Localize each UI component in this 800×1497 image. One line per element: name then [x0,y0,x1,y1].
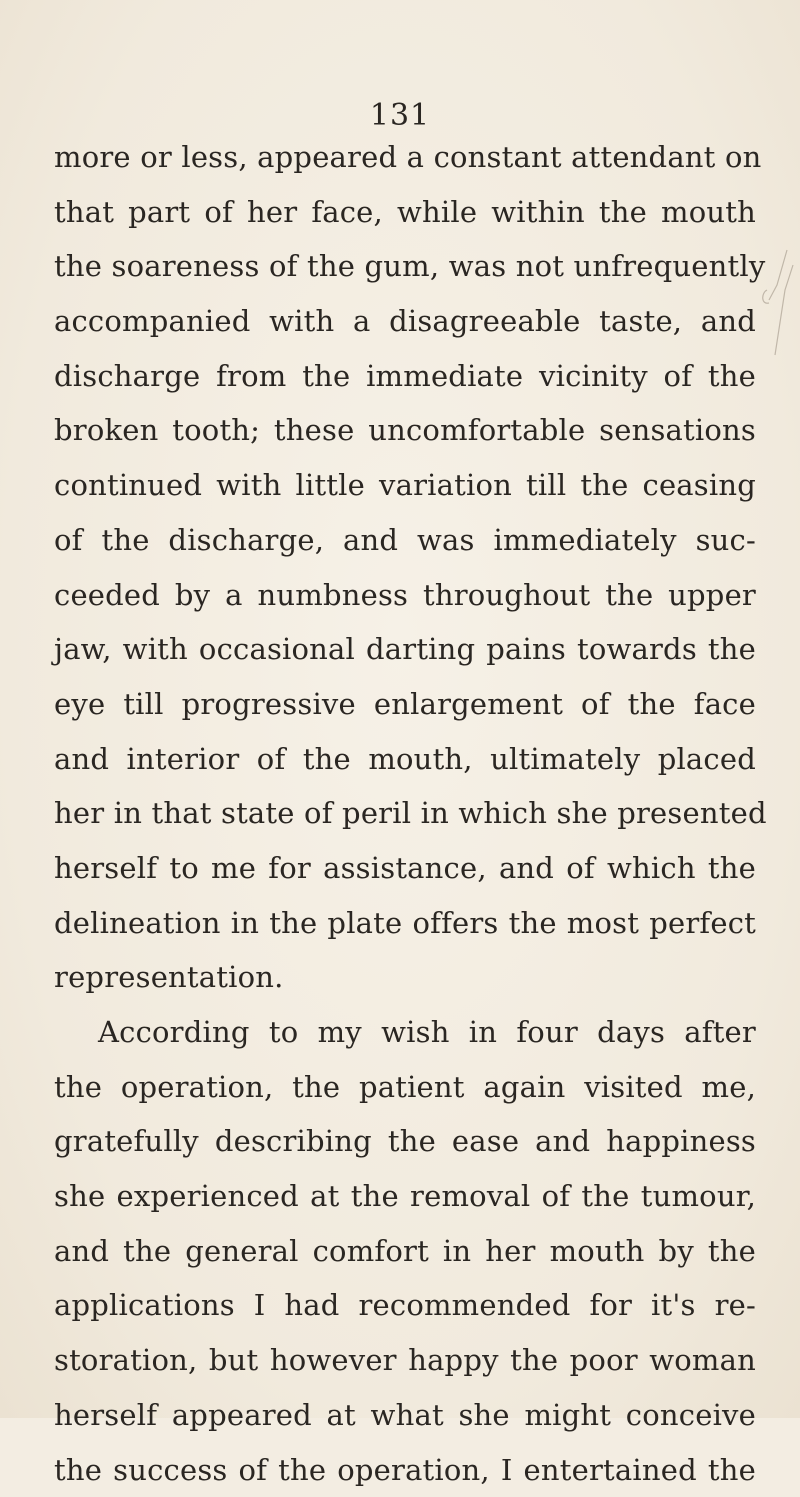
text-line: of the discharge, and was immediately suc- [54,513,756,568]
text-line: ceeded by a numbness throughout the upper [54,568,756,623]
text-line: the operation, the patient again visited me, [54,1060,756,1115]
text-line: herself to me for assistance, and of which the [54,841,756,896]
text-line: eye till progressive enlargement of the face [54,677,756,732]
text-line: discharge from the immediate vicinity of the [54,349,756,404]
text-line: that part of her face, while within the mouth [54,185,756,240]
text-line: the success of the operation, I entertained the [54,1443,756,1497]
page-number: 131 [0,98,800,133]
text-line: representation. [54,950,756,1005]
margin-pencil-mark [757,245,797,365]
text-line: her in that state of peril in which she presented [54,786,756,841]
text-line: gratefully describing the ease and happiness [54,1114,756,1169]
text-line: continued with little variation till the ceasing [54,458,756,513]
text-line: and interior of the mouth, ultimately placed [54,732,756,787]
text-line: and the general comfort in her mouth by the [54,1224,756,1279]
text-line: applications I had recommended for it's re- [54,1278,756,1333]
text-line: jaw, with occasional darting pains towards the [54,622,756,677]
text-line: delineation in the plate offers the most perfect [54,896,756,951]
text-line: storation, but however happy the poor woman [54,1333,756,1388]
text-line: According to my wish in four days after [54,1005,756,1060]
text-line: the soareness of the gum, was not unfrequently [54,239,756,294]
text-line: broken tooth; these uncomfortable sensations [54,403,756,458]
text-line: more or less, appeared a constant attendant on [54,130,756,185]
body-text [54,130,756,1497]
text-line: accompanied with a disagreeable taste, and [54,294,756,349]
text-line: she experienced at the removal of the tumour, [54,1169,756,1224]
text-line: herself appeared at what she might conceive [54,1388,756,1443]
